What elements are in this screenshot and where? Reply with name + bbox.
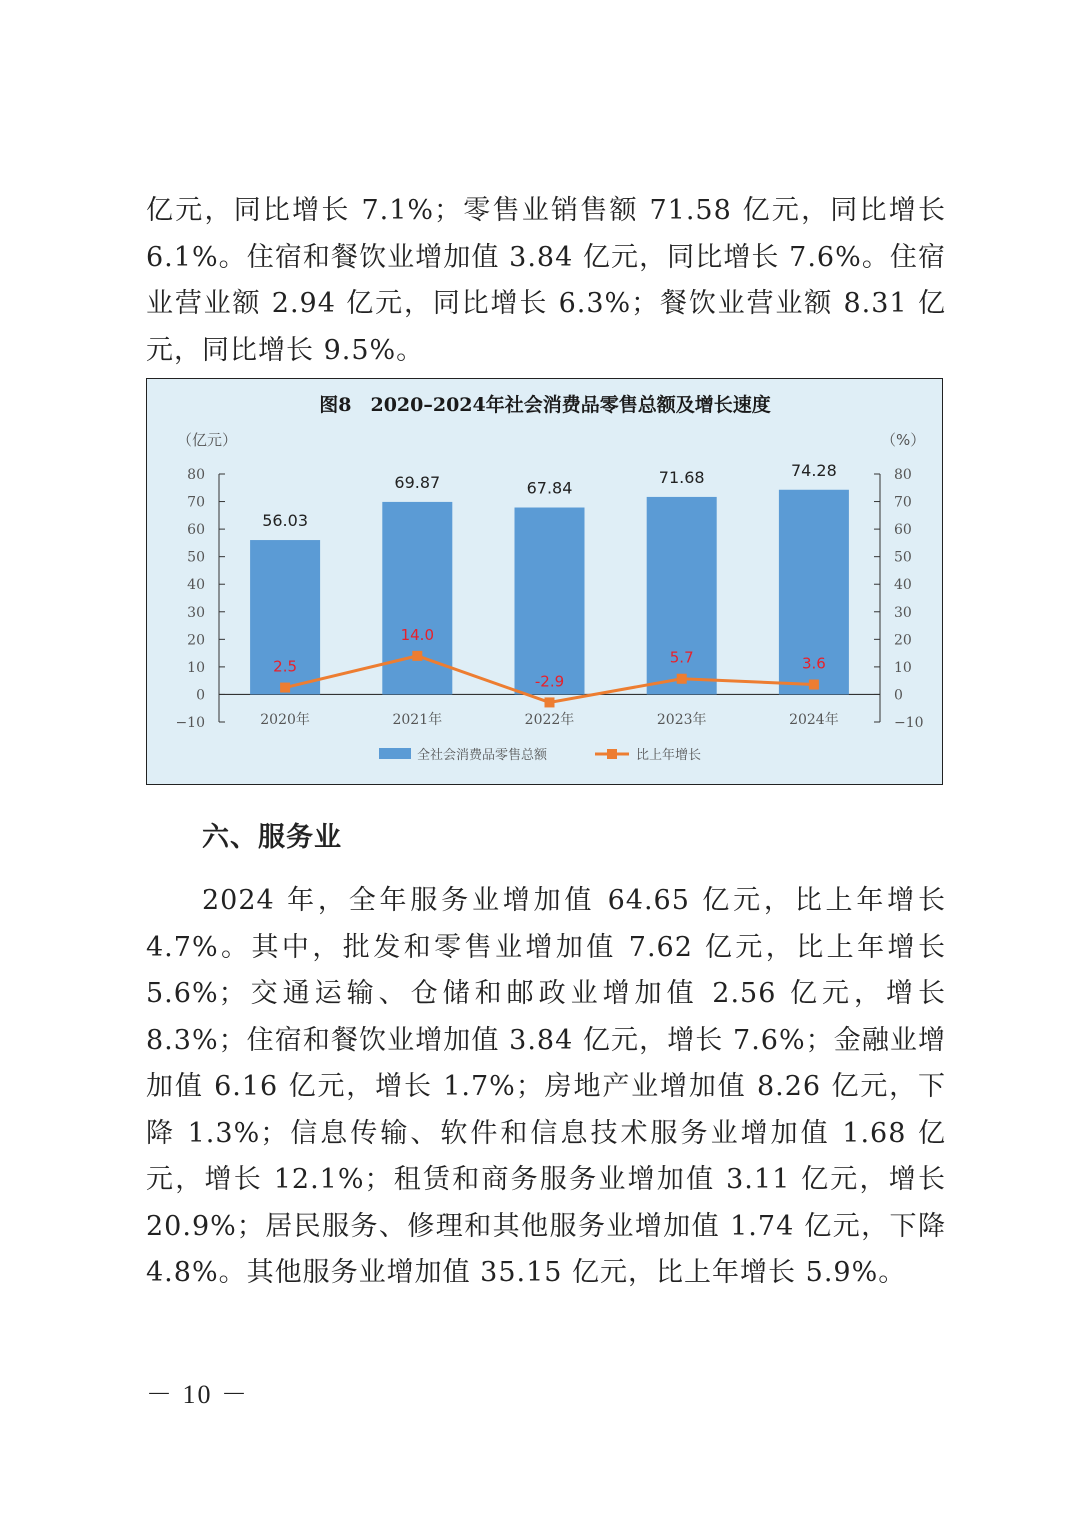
y-left-tick-label: 60 [187, 522, 205, 539]
bar-value-label: 69.87 [394, 472, 441, 492]
x-tick-label: 2024年 [789, 712, 839, 728]
legend [379, 747, 701, 763]
y-left-tick-label: 10 [187, 659, 205, 676]
growth-point [412, 651, 422, 661]
legend-bar-swatch [379, 748, 411, 759]
retail-sales-chart [147, 379, 944, 786]
y-right-tick-label: −10 [894, 715, 924, 731]
bar-series [250, 461, 849, 695]
y-right-tick-label: 50 [894, 549, 912, 566]
bar-value-label: 74.28 [790, 460, 837, 480]
y-right-tick-label: 60 [894, 522, 912, 539]
x-tick-label: 2023年 [656, 712, 707, 728]
growth-value-label: 3.6 [801, 654, 826, 673]
bar-value-label: 67.84 [526, 478, 573, 498]
section-heading: 六、服务业 [202, 822, 342, 853]
bar [515, 508, 585, 695]
y-left-tick-label: 50 [187, 549, 205, 566]
chart-title: 图8 2020–2024年社会消费品零售总额及增长速度 [319, 394, 771, 416]
chart-container [146, 378, 943, 785]
y-right-tick-label: 10 [894, 659, 912, 676]
x-tick-label: 2020年 [260, 712, 310, 728]
y-right-tick-label: 40 [894, 577, 912, 594]
y-left-tick-label: 80 [187, 467, 205, 483]
paragraph-retail: 亿元，同比增长 7.1%；零售业销售额 71.58 亿元，同比增长 6.1%。住宿和餐饮业增加值 3.84 亿元，同比增长 7.6%。住宿业营业额 2.94 亿元，同比增长 6.3%；餐饮业营业额 8.31 亿元，同比增长 9.5%。 [146, 195, 946, 366]
x-axis-labels [260, 711, 838, 728]
legend-line-label: 比上年增长 [636, 748, 702, 763]
growth-point [809, 680, 819, 690]
growth-point [677, 674, 687, 684]
y-left-tick-label: 30 [187, 604, 205, 621]
page-number: － 10 － [146, 1380, 250, 1409]
growth-value-label: 5.7 [669, 648, 694, 667]
y-left-tick-label: 0 [196, 687, 205, 704]
growth-value-label: 2.5 [273, 657, 298, 676]
y-left-tick-label: 70 [187, 494, 205, 511]
paragraph-services: 2024 年，全年服务业增加值 64.65 亿元，比上年增长 4.7%。其中，批发和零售业增加值 7.62 亿元，比上年增长 5.6%；交通运输、仓储和邮政业增加值 2.56 亿元，增长 8.3%；住宿和餐饮业增加值 3.84 亿元，增长 7.6%；金融业增加值 6.16 亿元，增长 1.7%；房地产业增加值 8.26 亿元，下降 1.3%；信息传输、软件和信息技术服务业增加值 1.68 亿元，增长 12.1%；租赁和商务服务业增加值 3.11 亿元，增长 20.9%；居民服务、修理和其他服务业增加值 1.74 亿元，下降 4.8%。其他服务业增加值 35.15 亿元，比上年增长 5.9%。 [146, 885, 946, 1288]
y-right-tick-label: 70 [894, 494, 912, 511]
y-right-tick-label: 0 [894, 687, 903, 704]
y-left-tick-label: 40 [187, 577, 205, 594]
growth-value-label: 14.0 [400, 625, 435, 644]
legend-line-marker [607, 749, 617, 759]
y-right-axis-label: （%） [881, 431, 926, 449]
bar-value-label: 71.68 [658, 467, 705, 487]
y-right-tick-label: 30 [894, 604, 912, 621]
x-tick-label: 2021年 [392, 712, 443, 728]
y-right-tick-label: 20 [894, 632, 912, 649]
growth-point [280, 683, 290, 693]
growth-point [545, 697, 555, 707]
bar-value-label: 56.03 [262, 511, 309, 531]
x-tick-label: 2022年 [524, 712, 575, 728]
growth-value-label: -2.9 [534, 672, 565, 691]
y-right-tick-label: 80 [894, 467, 912, 483]
y-left-axis-label: （亿元） [177, 431, 238, 449]
y-left-tick-label: −10 [175, 715, 205, 731]
legend-bar-label: 全社会消费品零售总额 [417, 748, 548, 763]
y-left-tick-label: 20 [187, 632, 205, 649]
